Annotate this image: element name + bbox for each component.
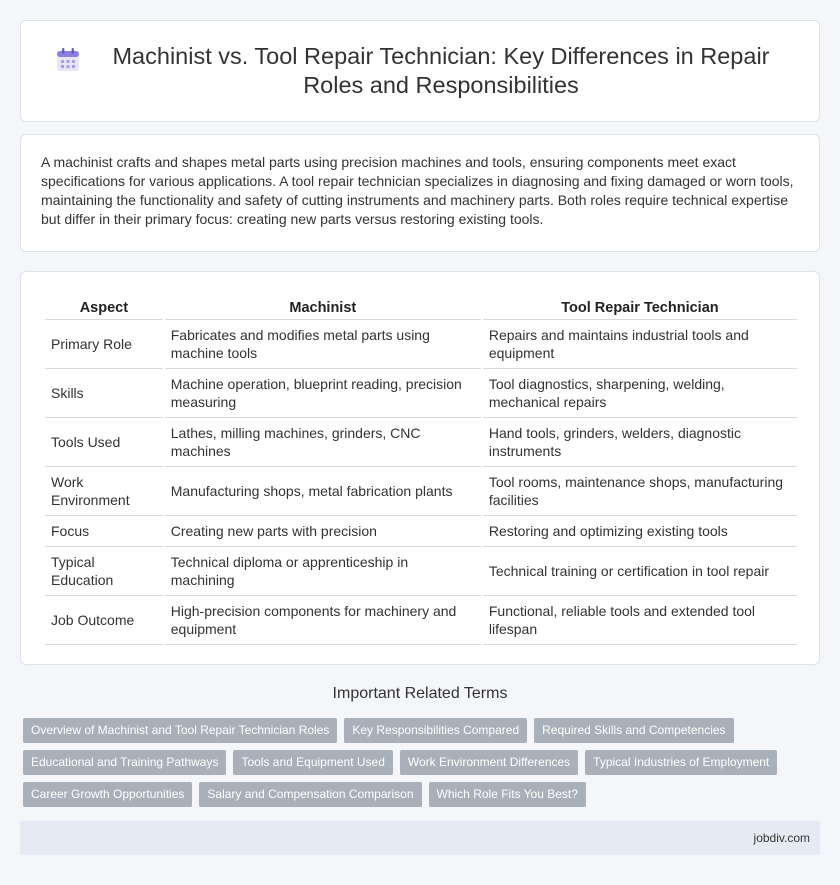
table-header-row: [45, 292, 797, 320]
related-term-tag[interactable]: Salary and Compensation Comparison: [199, 782, 421, 807]
row-aspect: Typical Education: [45, 547, 163, 596]
related-term-tag[interactable]: Career Growth Opportunities: [23, 782, 192, 807]
row-machinist: Machine operation, blueprint reading, precision measuring: [165, 369, 481, 418]
related-term-tag[interactable]: Typical Industries of Employment: [585, 750, 777, 775]
table-row: [45, 369, 797, 418]
table-row: [45, 596, 797, 645]
footer-site-link[interactable]: jobdiv.com: [753, 831, 810, 845]
related-term-tag[interactable]: Which Role Fits You Best?: [429, 782, 586, 807]
table-row: [45, 418, 797, 467]
comparison-table: [43, 292, 799, 645]
comparison-card: [20, 271, 820, 665]
related-term-tag[interactable]: Work Environment Differences: [400, 750, 578, 775]
table-row: [45, 320, 797, 369]
row-machinist: Technical diploma or apprenticeship in machining: [165, 547, 481, 596]
table-row: [45, 547, 797, 596]
related-term-tag[interactable]: Required Skills and Competencies: [534, 718, 733, 743]
row-technician: Tool rooms, maintenance shops, manufacturing facilities: [483, 467, 797, 516]
table-row: [45, 467, 797, 516]
row-machinist: Creating new parts with precision: [165, 516, 481, 547]
header-machinist: Machinist: [165, 292, 481, 320]
row-aspect: Focus: [45, 516, 163, 547]
row-technician: Restoring and optimizing existing tools: [483, 516, 797, 547]
related-term-tag[interactable]: Educational and Training Pathways: [23, 750, 226, 775]
header-aspect: Aspect: [45, 292, 163, 320]
row-aspect: Skills: [45, 369, 163, 418]
row-aspect: Work Environment: [45, 467, 163, 516]
page-title: Machinist vs. Tool Repair Technician: Key Differences in Repair Roles and Responsibilities: [112, 43, 770, 98]
row-aspect: Primary Role: [45, 320, 163, 369]
row-technician: Functional, reliable tools and extended tool lifespan: [483, 596, 797, 645]
row-technician: Technical training or certification in tool repair: [483, 547, 797, 596]
tag-row: [23, 718, 823, 743]
row-technician: Tool diagnostics, sharpening, welding, mechanical repairs: [483, 369, 797, 418]
row-aspect: Tools Used: [45, 418, 163, 467]
related-term-tag[interactable]: Tools and Equipment Used: [233, 750, 392, 775]
header-tool-repair-technician: Tool Repair Technician: [483, 292, 797, 320]
calendar-icon: [54, 46, 82, 74]
footer: [20, 821, 820, 855]
related-term-tag[interactable]: Key Responsibilities Compared: [344, 718, 527, 743]
tag-row: [23, 782, 823, 807]
row-machinist: Lathes, milling machines, grinders, CNC machines: [165, 418, 481, 467]
row-aspect: Job Outcome: [45, 596, 163, 645]
intro-card: [20, 134, 820, 252]
table-row: [45, 516, 797, 547]
related-terms-list: [23, 718, 823, 814]
row-machinist: High-precision components for machinery and equipment: [165, 596, 481, 645]
row-technician: Repairs and maintains industrial tools and equipment: [483, 320, 797, 369]
intro-text: A machinist crafts and shapes metal parts using precision machines and tools, ensuring components meet exact specifications for various applications. A tool repair technician specializes in diagnosing and fixing damaged or worn tools, maintaining the functionality and safety of cutting instruments and machinery parts. Both roles require technical expertise but differ in their primary focus: creating new parts versus restoring existing tools.: [41, 154, 794, 227]
row-technician: Hand tools, grinders, welders, diagnostic instruments: [483, 418, 797, 467]
row-machinist: Fabricates and modifies metal parts using machine tools: [165, 320, 481, 369]
row-machinist: Manufacturing shops, metal fabrication plants: [165, 467, 481, 516]
header-card: [20, 20, 820, 122]
related-terms-title: Important Related Terms: [332, 685, 508, 702]
tag-row: [23, 750, 823, 775]
related-term-tag[interactable]: Overview of Machinist and Tool Repair Technician Roles: [23, 718, 337, 743]
